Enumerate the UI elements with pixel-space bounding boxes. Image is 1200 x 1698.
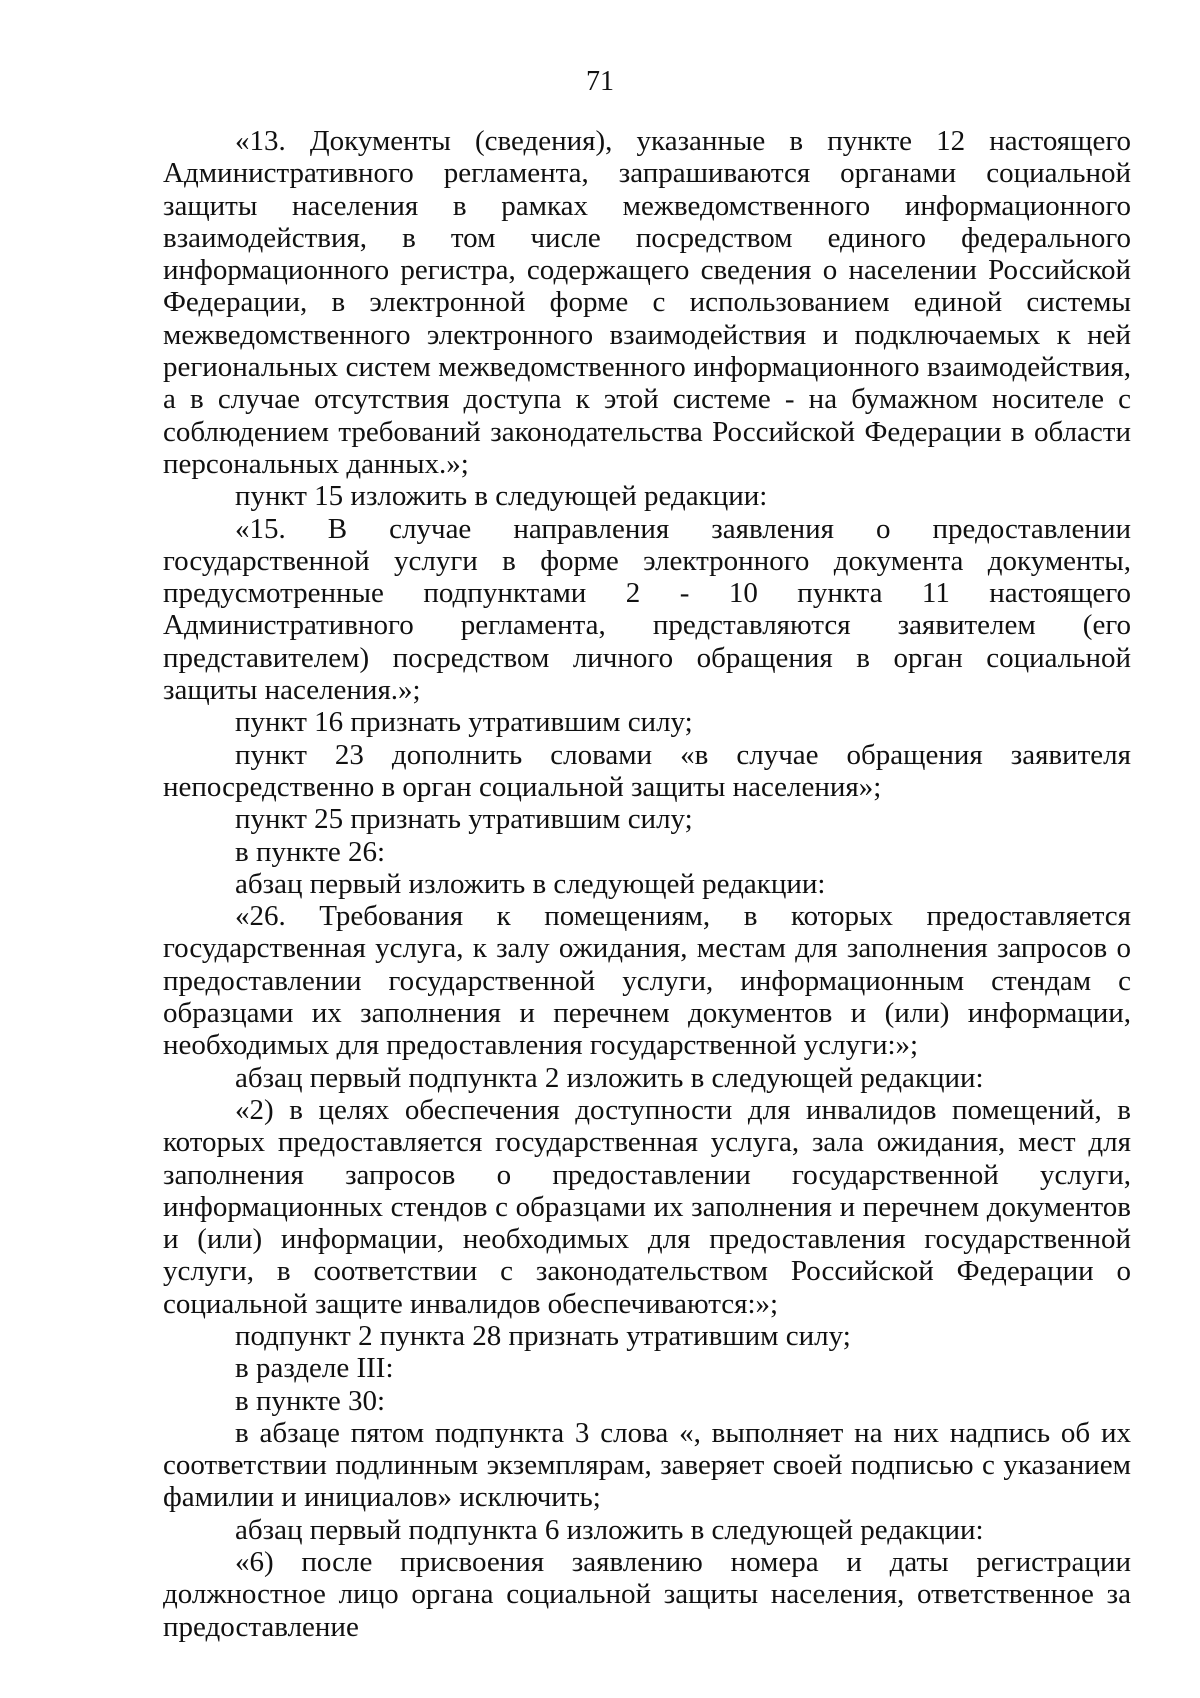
paragraph-subitem-2-instruction: абзац первый подпункта 2 изложить в следующей редакции: (235, 1061, 984, 1094)
paragraph-item-28: подпункт 2 пункта 28 признать утратившим силу; (235, 1319, 851, 1352)
paragraph-subitem-3: в абзаце пятом подпункта 3 слова «, выполняет на них надпись об их соответствии подлинным экземплярам, заверяет своей подписью с указанием фамилии и инициалов» исключить; (163, 1416, 1131, 1514)
paragraph-26: «26. Требования к помещениям, в которых предоставляется государственная услуга, к залу ожидания, местам для заполнения запросов о предоставлении государственной услуги, информационным стендам с образцами их заполнения и перечнем документов и (или) информации, необходимых для предоставления государственной услуги:»; (163, 900, 1131, 1062)
paragraph-item-30: в пункте 30: (235, 1384, 386, 1417)
paragraph-subitem-6-instruction: абзац первый подпункта 6 изложить в следующей редакции: (235, 1513, 984, 1546)
paragraph-item-23: пункт 23 дополнить словами «в случае обращения заявителя непосредственно в орган социальной защиты населения»; (163, 738, 1131, 803)
paragraph-subitem-2: «2) в целях обеспечения доступности для инвалидов помещений, в которых предоставляется государственная услуга, зала ожидания, мест для заполнения запросов о предоставлении государственной услуги, информационных стендов с образцами их заполнения и перечнем документов и (или) информации, необходимых для предоставления государственной услуги, в соответствии с законодательством Российской Федерации о социальной защите инвалидов обеспечиваются:»; (163, 1093, 1131, 1320)
paragraph-item-26-instruction: абзац первый изложить в следующей редакции: (235, 867, 826, 900)
paragraph-13: «13. Документы (сведения), указанные в пункте 12 настоящего Административного регламента, запрашиваются органами социальной защиты населения в рамках межведомственного информационного взаимодействия, в том числе посредством единого федерального информационного регистра, содержащего сведения о населении Российской Федерации, в электронной форме с использованием единой системы межведомственного электронного взаимодействия и подключаемых к ней региональных систем межведомственного информационного взаимодействия, а в случае отсутствия доступа к этой системе - на бумажном носителе с соблюдением требований законодательства Российской Федерации в области персональных данных.»; (163, 125, 1131, 480)
document-body (163, 125, 1131, 1643)
page-number: 71 (586, 66, 614, 97)
paragraph-section-3: в разделе III: (235, 1352, 394, 1385)
paragraph-subitem-6: «6) после присвоения заявлению номера и даты регистрации должностное лицо органа социальной защиты населения, ответственное за предоставление (163, 1546, 1131, 1643)
paragraph-item-15-instruction: пункт 15 изложить в следующей редакции: (235, 480, 768, 513)
paragraph-item-26-heading: в пункте 26: (235, 835, 386, 868)
paragraph-item-25: пункт 25 признать утратившим силу; (235, 803, 693, 836)
paragraph-15: «15. В случае направления заявления о предоставлении государственной услуги в форме электронного документа документы, предусмотренные подпунктами 2 - 10 пункта 11 настоящего Административного регламента, представляются заявителем (его представителем) посредством личного обращения в орган социальной защиты населения.»; (163, 512, 1131, 707)
paragraph-item-16: пункт 16 признать утратившим силу; (235, 706, 693, 739)
